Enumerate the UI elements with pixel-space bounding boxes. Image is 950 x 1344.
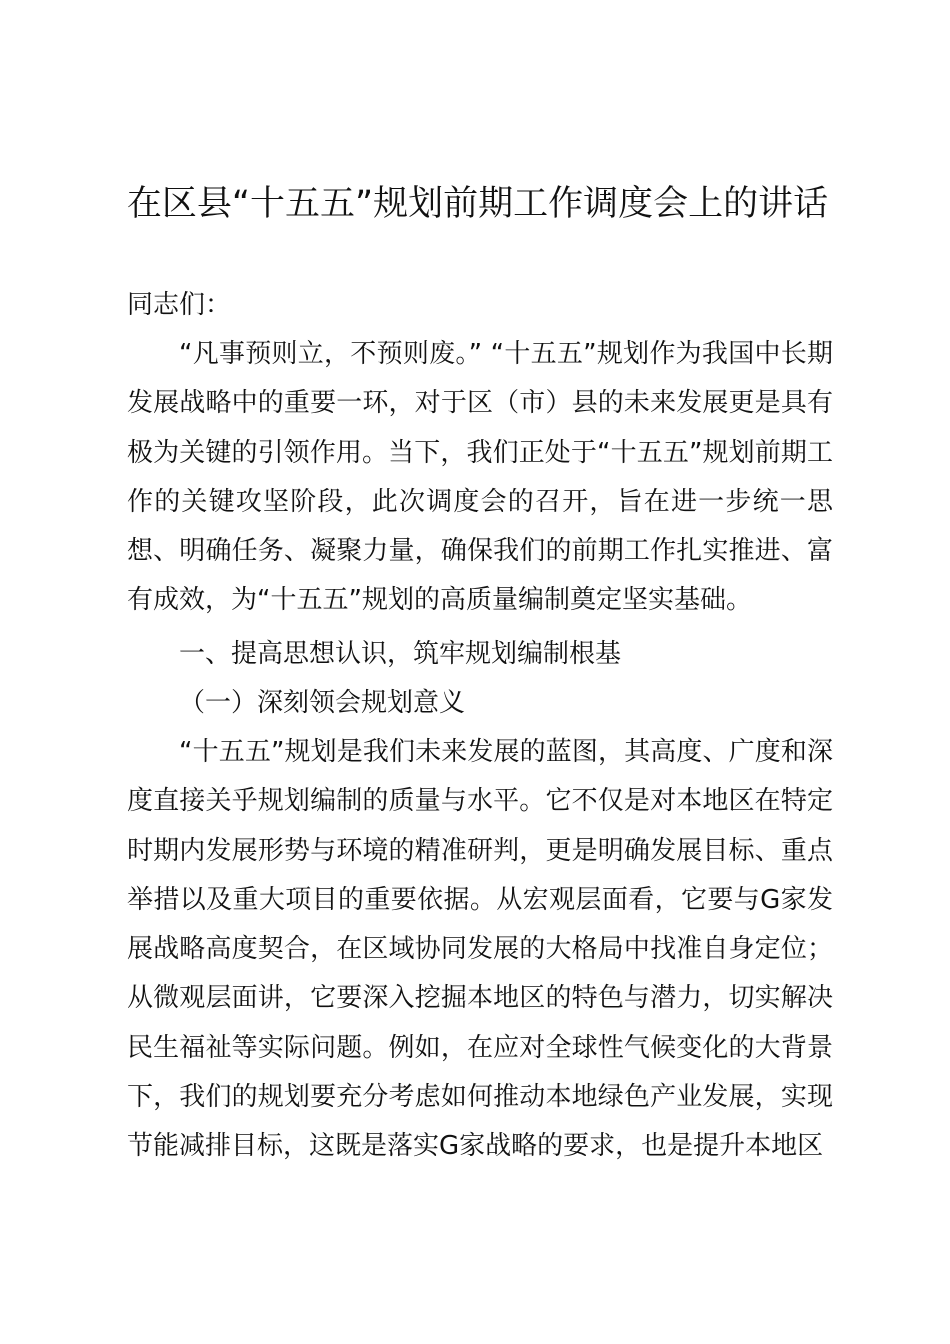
salutation: 同志们： <box>127 290 232 320</box>
document-title: 在区县“十五五”规划前期工作调度会上的讲话 <box>126 184 829 224</box>
subsection-heading-1: （一）深刻领会规划意义 <box>179 688 466 718</box>
paragraph-planning-significance: “十五五”规划是我们未来发展的蓝图，其高度、广度和深度直接关乎规划编制的质量与水平。它不仅是对本地区在特定时期内发展形势与环境的精准研判，更是明确发展目标、重点举措以及重大项目的重要依据。从宏观层面看，它要与G家发展战略高度契合，在区域协同发展的大格局中找准自身定位；从微观层面讲，它要深入挖掘本地区的特色与潜力，切实解决民生福祉等实际问题。例如，在应对全球性气候变化的大背景下，我们的规划要充分考虑如何推动本地绿色产业发展，实现节能减排目标，这既是落实G家战略的要求，也是提升本地区 <box>127 737 833 1162</box>
section-heading-1: 一、提高思想认识，筑牢规划编制根基 <box>179 639 622 669</box>
paragraph-intro: “凡事预则立，不预则废。” “十五五”规划作为我国中长期发展战略中的重要一环，对于区（市）县的未来发展更是具有极为关键的引领作用。当下，我们正处于“十五五”规划前期工作的关键攻坚阶段，此次调度会的召开，旨在进一步统一思想、明确任务、凝聚力量，确保我们的前期工作扎实推进、富有成效，为“十五五”规划的高质量编制奠定坚实基础。 <box>127 339 833 616</box>
